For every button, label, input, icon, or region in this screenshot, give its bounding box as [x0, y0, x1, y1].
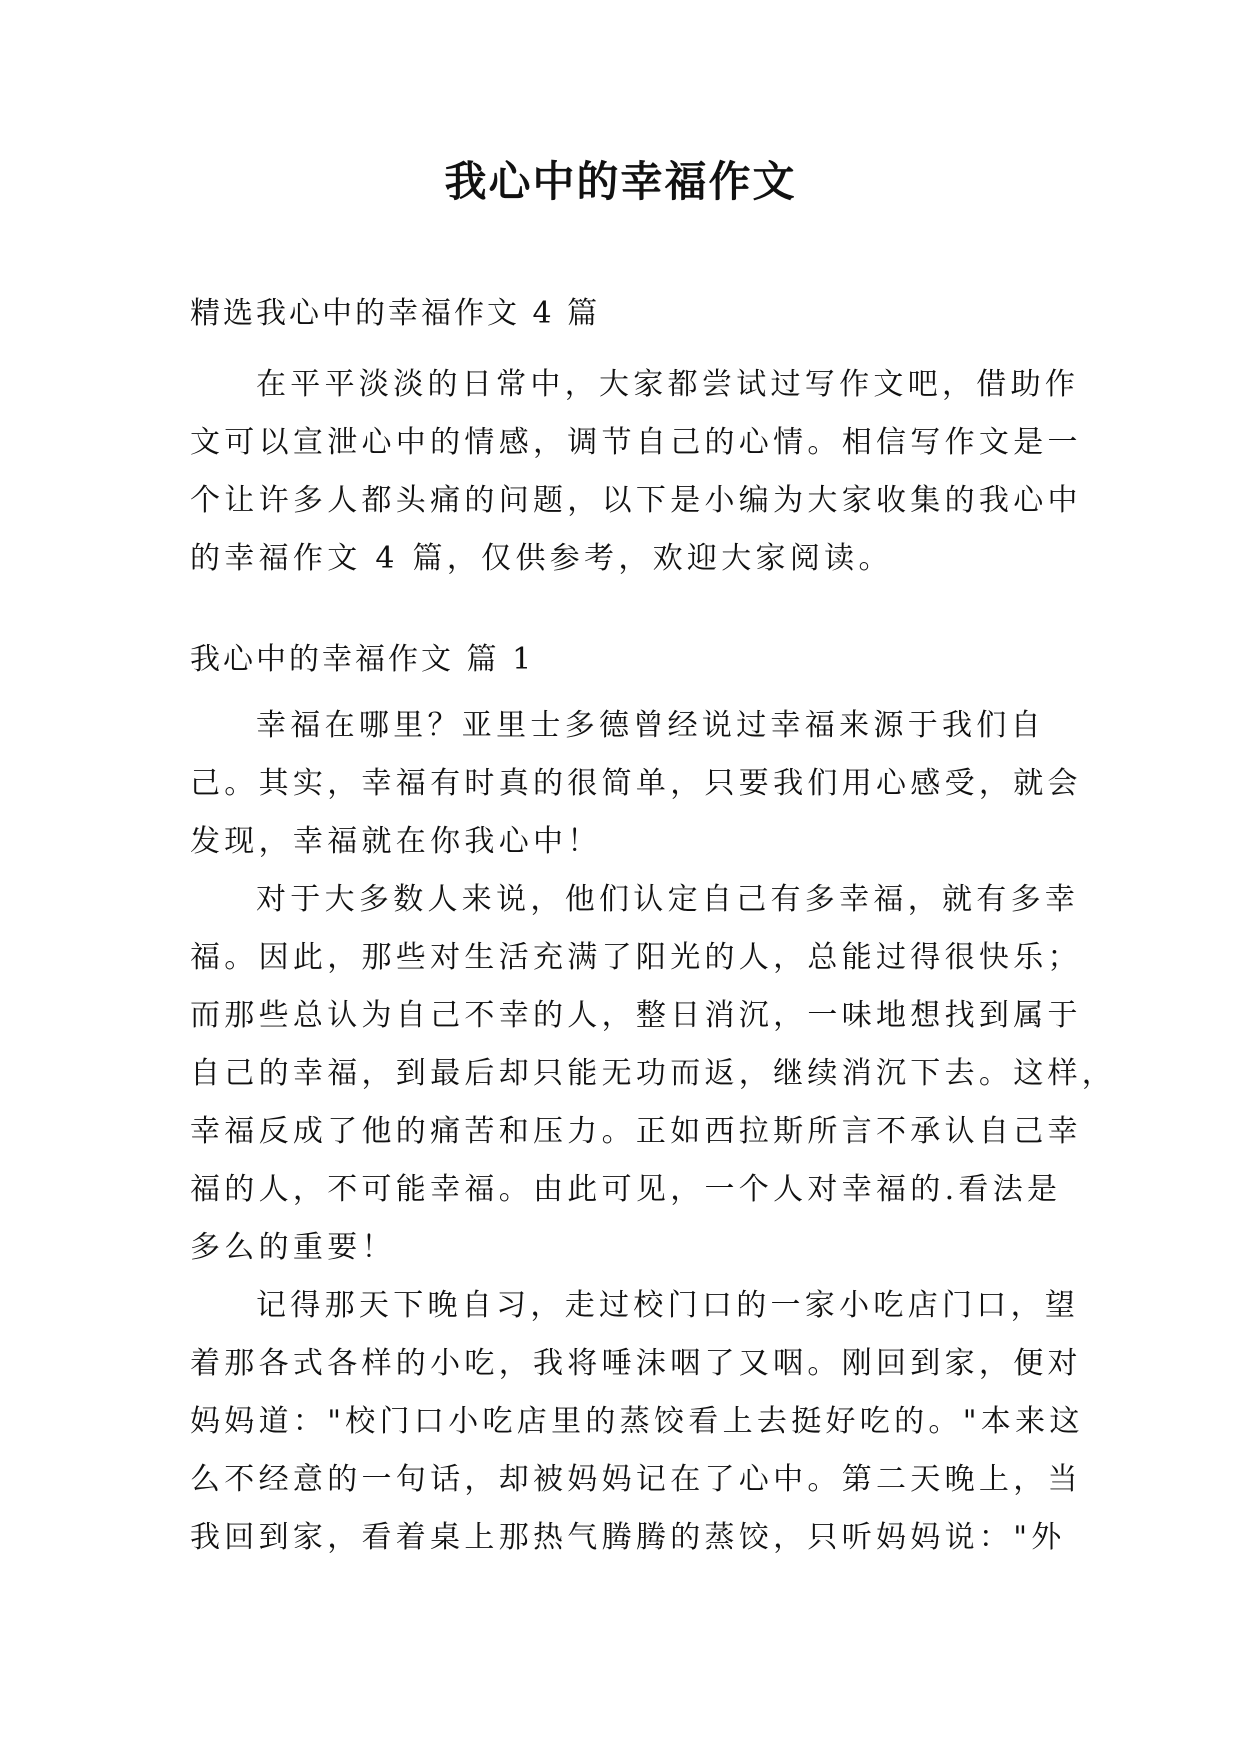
paragraph-line: 记得那天下晚自习，走过校门口的一家小吃店门口，望: [256, 1288, 1080, 1323]
intro-line: 在平平淡淡的日常中，大家都尝试过写作文吧，借助作: [256, 367, 1080, 402]
paragraph-line: 福。因此，那些对生活充满了阳光的人，总能过得很快乐；: [190, 940, 1082, 975]
paragraph-line: 着那各式各样的小吃，我将唾沫咽了又咽。刚回到家，便对: [190, 1346, 1082, 1381]
paragraph-line: 幸福反成了他的痛苦和压力。正如西拉斯所言不承认自己幸: [190, 1114, 1082, 1149]
paragraph-line: 么不经意的一句话，却被妈妈记在了心中。第二天晚上，当: [190, 1462, 1082, 1497]
paragraph-line: 幸福在哪里？亚里士多德曾经说过幸福来源于我们自: [256, 708, 1045, 743]
paragraph-line: 我回到家，看着桌上那热气腾腾的蒸饺，只听妈妈说："外: [190, 1520, 1066, 1555]
paragraph-line: 对于大多数人来说，他们认定自己有多幸福，就有多幸: [256, 882, 1080, 917]
paragraph-line: 妈妈道："校门口小吃店里的蒸饺看上去挺好吃的。"本来这: [190, 1404, 1084, 1439]
intro-line: 个让许多人都头痛的问题，以下是小编为大家收集的我心中: [190, 483, 1082, 518]
document-title: 我心中的幸福作文: [444, 157, 797, 206]
document-subtitle: 精选我心中的幸福作文 4 篇: [190, 296, 601, 331]
intro-line: 文可以宣泄心中的情感，调节自己的心情。相信写作文是一: [190, 425, 1082, 460]
intro-paragraph: [190, 356, 1082, 588]
section-heading: 我心中的幸福作文 篇 1: [190, 642, 535, 677]
paragraph-line: 己。其实，幸福有时真的很简单，只要我们用心感受，就会: [190, 766, 1082, 801]
paragraph-1: [190, 697, 1082, 871]
intro-line: 的幸福作文 4 篇，仅供参考，欢迎大家阅读。: [190, 541, 893, 576]
paragraph-line: 发现，幸福就在你我心中！: [190, 824, 602, 859]
paragraph-line: 多么的重要！: [190, 1230, 396, 1265]
paragraph-line: 福的人，不可能幸福。由此可见，一个人对幸福的.看法是: [190, 1172, 1062, 1207]
paragraph-line: 自己的幸福，到最后却只能无功而返，继续消沉下去。这样，: [190, 1056, 1117, 1091]
paragraph-2: [190, 871, 1117, 1277]
paragraph-3: [190, 1277, 1084, 1567]
paragraph-line: 而那些总认为自己不幸的人，整日消沉，一味地想找到属于: [190, 998, 1082, 1033]
